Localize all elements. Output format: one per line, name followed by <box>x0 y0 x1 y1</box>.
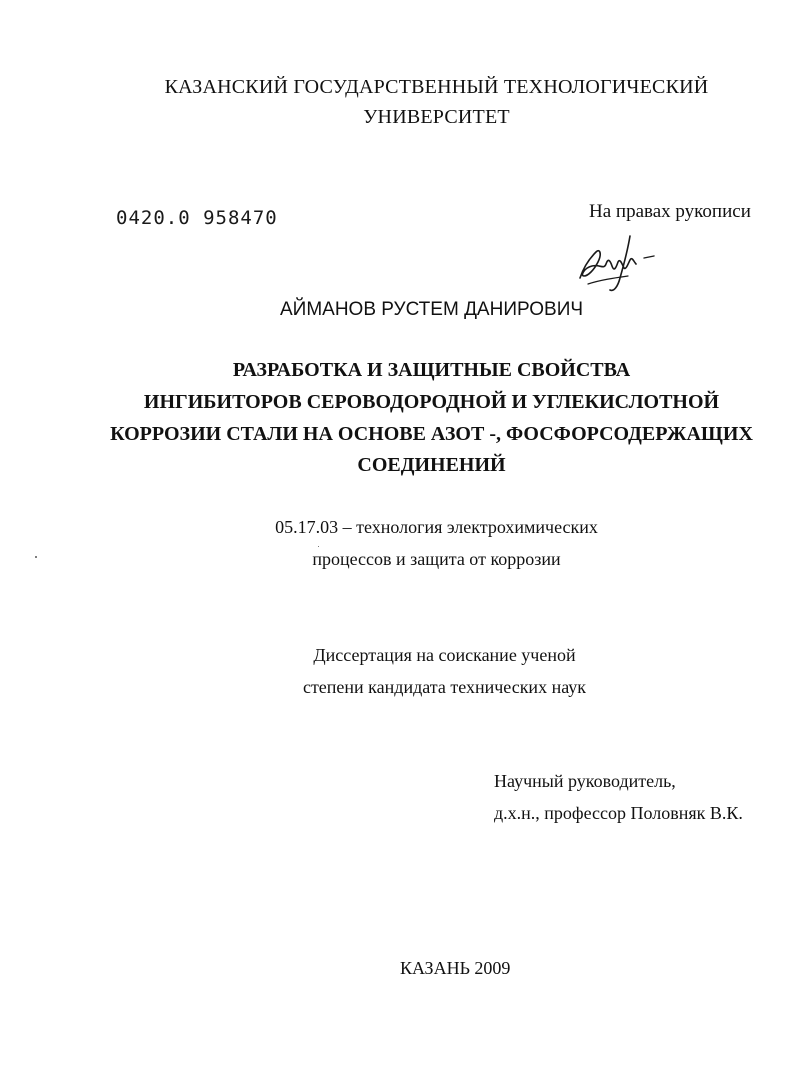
title-line-1: РАЗРАБОТКА И ЗАЩИТНЫЕ СВОЙСТВА <box>232 359 631 381</box>
title-line-3: КОРРОЗИИ СТАЛИ НА ОСНОВЕ АЗОТ -, ФОСФОРСОДЕРЖАЩИХ <box>110 423 753 445</box>
handwritten-signature <box>570 228 670 298</box>
advisor-role: Научный руководитель, <box>494 771 676 791</box>
university-name-line2: УНИВЕРСИТЕТ <box>363 106 510 128</box>
document-number: 0420.0 958470 <box>116 207 278 229</box>
scan-speck <box>35 556 37 558</box>
title-line-2: ИНГИБИТОРОВ СЕРОВОДОРОДНОЙ И УГЛЕКИСЛОТНОЙ <box>143 391 720 413</box>
author-name: АЙМАНОВ РУСТЕМ ДАНИРОВИЧ <box>279 299 584 320</box>
university-name-line1: КАЗАНСКИЙ ГОСУДАРСТВЕННЫЙ ТЕХНОЛОГИЧЕСКИЙ <box>164 76 709 98</box>
title-line-4: СОЕДИНЕНИЙ <box>357 454 506 476</box>
dissertation-line-2: степени кандидата технических наук <box>302 677 587 697</box>
scan-speck <box>318 546 319 547</box>
manuscript-rights-note: На правах рукописи <box>589 201 751 222</box>
specialty-line-1: 05.17.03 – технология электрохимических <box>275 517 598 537</box>
advisor-name: д.х.н., профессор Половняк В.К. <box>494 803 743 823</box>
dissertation-line-1: Диссертация на соискание ученой <box>313 645 576 665</box>
city-year: КАЗАНЬ 2009 <box>400 958 511 978</box>
specialty-line-2: процессов и защита от коррозии <box>312 549 561 569</box>
